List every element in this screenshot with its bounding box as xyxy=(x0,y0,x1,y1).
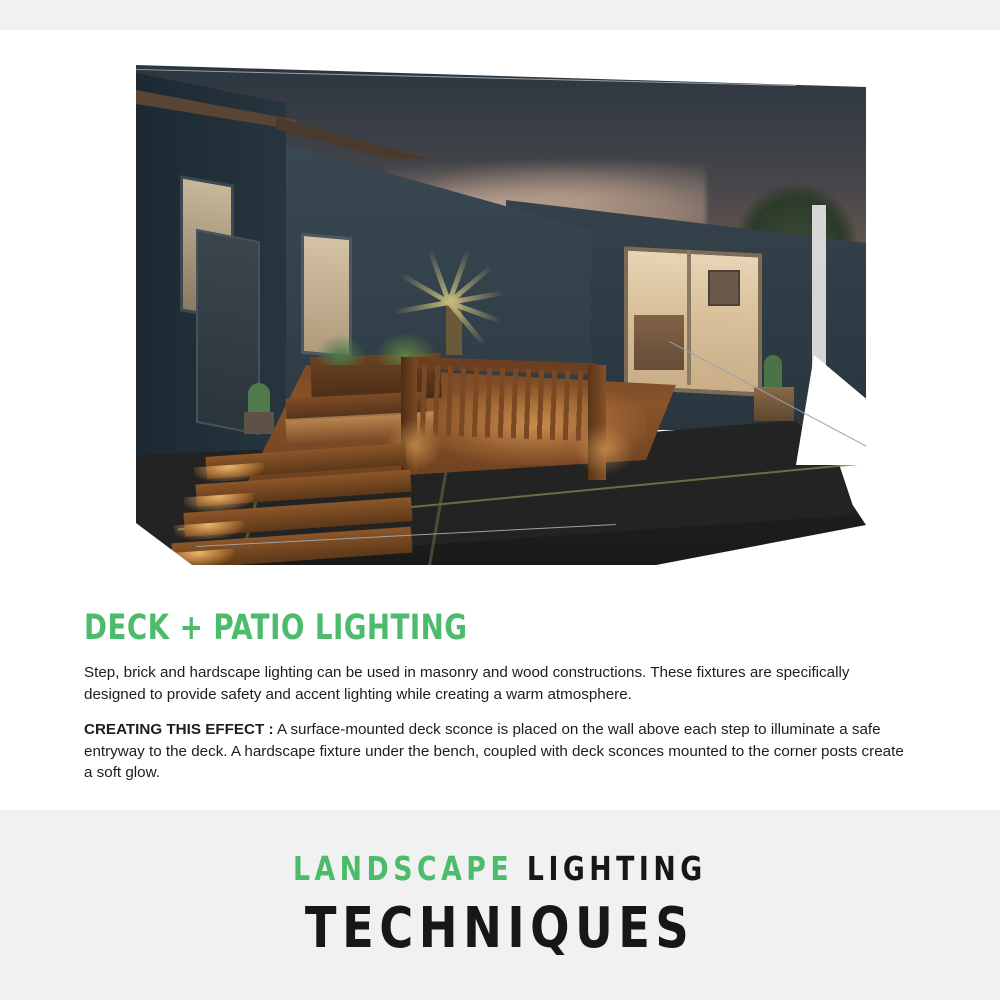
planter-pot-left xyxy=(244,412,274,434)
potted-cactus-right xyxy=(764,355,782,389)
text-content xyxy=(84,608,914,798)
planter-shrub-left xyxy=(316,335,366,365)
page-title: DECK + PATIO LIGHTING xyxy=(84,608,468,648)
footer xyxy=(0,810,1000,1000)
illustration-deck-patio-night-rendering xyxy=(136,65,866,565)
palm-plant xyxy=(401,250,511,360)
effect-label: CREATING THIS EFFECT : xyxy=(84,721,274,739)
deck-sconce-glow-right-post xyxy=(574,425,634,475)
interior-furniture xyxy=(634,315,684,370)
potted-cactus-left xyxy=(248,383,270,415)
intro-paragraph: Step, brick and hardscape lighting can be used in masonry and wood constructions. These fixtures are specifically designed to provide safety and accent lighting while creating a warm atmosphere. xyxy=(84,664,850,703)
effect-description: A surface-mounted deck sconce is placed on the wall above each step to illuminate a safe entryway to the deck. A hardscape fixture under the bench, coupled with deck sconces mounted to the corner posts create a soft glow. xyxy=(84,721,904,782)
footer-word-lighting: LIGHTING xyxy=(527,849,707,888)
interior-wall-art xyxy=(708,270,740,306)
patio-door-mullion xyxy=(687,250,691,385)
footer-word-landscape: LANDSCAPE xyxy=(293,849,514,888)
footer-title-line-2: TECHNIQUES xyxy=(305,896,695,961)
render-scene xyxy=(136,65,866,565)
footer-title-line-1 xyxy=(293,849,707,888)
effect-paragraph xyxy=(84,719,914,784)
palm-frond xyxy=(393,300,449,315)
